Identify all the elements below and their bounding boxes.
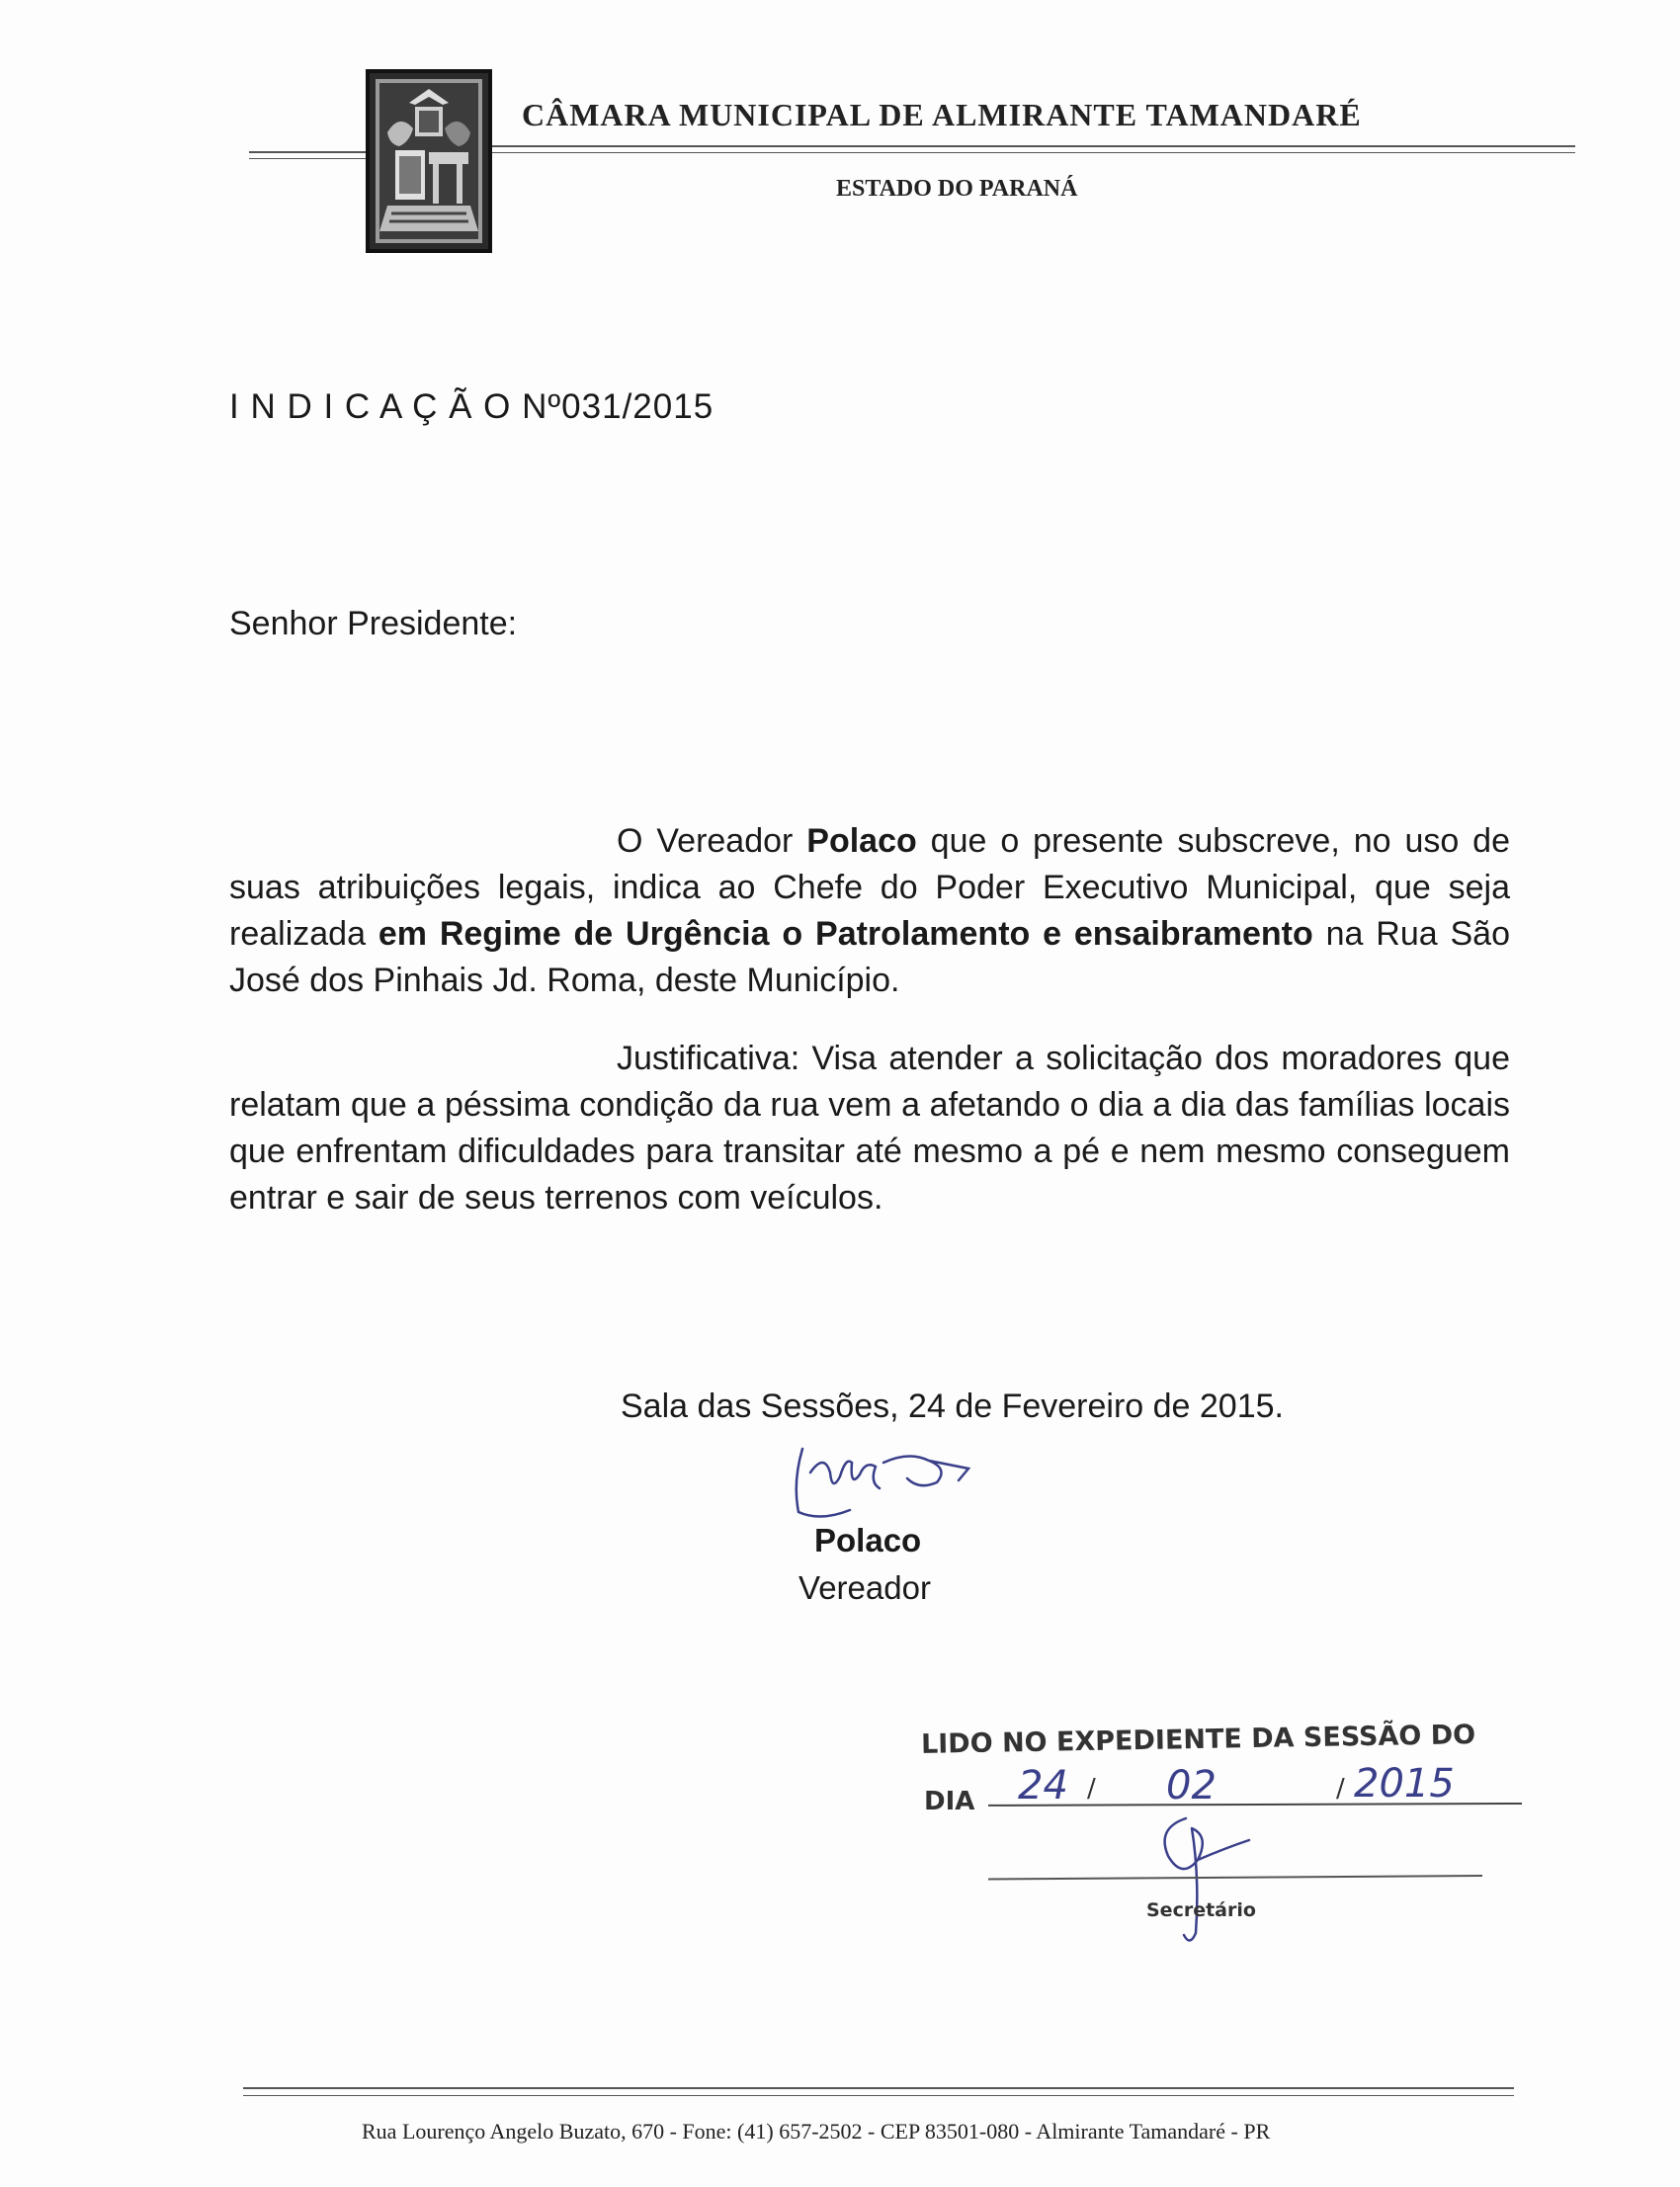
footer-address: Rua Lourenço Angelo Buzato, 670 - Fone: (41) 657-2502 - CEP 83501-080 - Almirante Tamandaré - PR: [362, 2119, 1271, 2144]
p1-text-e: na Rua São José dos Pinhais Jd. Roma, deste Município.: [229, 915, 1510, 999]
footer-rule-bottom: [243, 2095, 1514, 2096]
signer-name: Polaco: [814, 1522, 922, 1558]
stamp-day-label: DIA: [924, 1787, 975, 1816]
signer-role: Vereador: [798, 1569, 931, 1606]
header-rule-right-top: [492, 145, 1575, 147]
footer-rule-top: [243, 2087, 1514, 2089]
header-rule-left-top: [249, 151, 366, 153]
p1-text-a: O Vereador: [617, 822, 807, 860]
stamp-secretary-label: Secretário: [1146, 1899, 1256, 1921]
coat-of-arms-icon: [366, 69, 492, 253]
p1-text-c: que o presente subscreve, no uso de suas atribuições legais, indica ao Chefe do Poder Executivo Municipal, que seja realizada: [229, 822, 1510, 953]
stamp-handwritten-date: [988, 1749, 1522, 1957]
stamp-year-value: 2015: [1354, 1761, 1455, 1807]
stamp-read-label: LIDO NO EXPEDIENTE DA SESSÃO DO: [920, 1720, 1476, 1760]
stamp-month-value: 02: [1166, 1763, 1217, 1808]
document-number: I N D I C A Ç Ã O Nº031/2015: [229, 387, 714, 426]
p1-author-name: Polaco: [806, 822, 917, 860]
institution-title: CÂMARA MUNICIPAL DE ALMIRANTE TAMANDARÉ: [522, 97, 1362, 132]
place-date: Sala das Sessões, 24 de Fevereiro de 2015.: [621, 1388, 1284, 1425]
body-paragraph-1: [229, 818, 1510, 1004]
p1-request-highlight: em Regime de Urgência o Patrolamento e ensaibramento: [378, 915, 1313, 953]
header-rule-right-bottom: [492, 152, 1575, 153]
salutation: Senhor Presidente:: [229, 605, 518, 642]
stamp-separator-2: /: [1336, 1774, 1345, 1804]
stamp-day-value: 24: [1018, 1763, 1068, 1808]
body-paragraph-justification: Justificativa: Visa atender a solicitação dos moradores que relatam que a péssima condição da rua vem a afetando o dia a dia das famílias locais que enfrentam dificuldades para transitar até mesmo a pé e nem mesmo conseguem entrar e sair de seus terrenos com veículos.: [229, 1040, 1510, 1217]
handwritten-signature: [781, 1433, 988, 1532]
institution-subtitle: ESTADO DO PARANÁ: [836, 176, 1078, 202]
stamp-separator-1: /: [1087, 1774, 1096, 1804]
header-rule-left-bottom: [249, 158, 366, 159]
